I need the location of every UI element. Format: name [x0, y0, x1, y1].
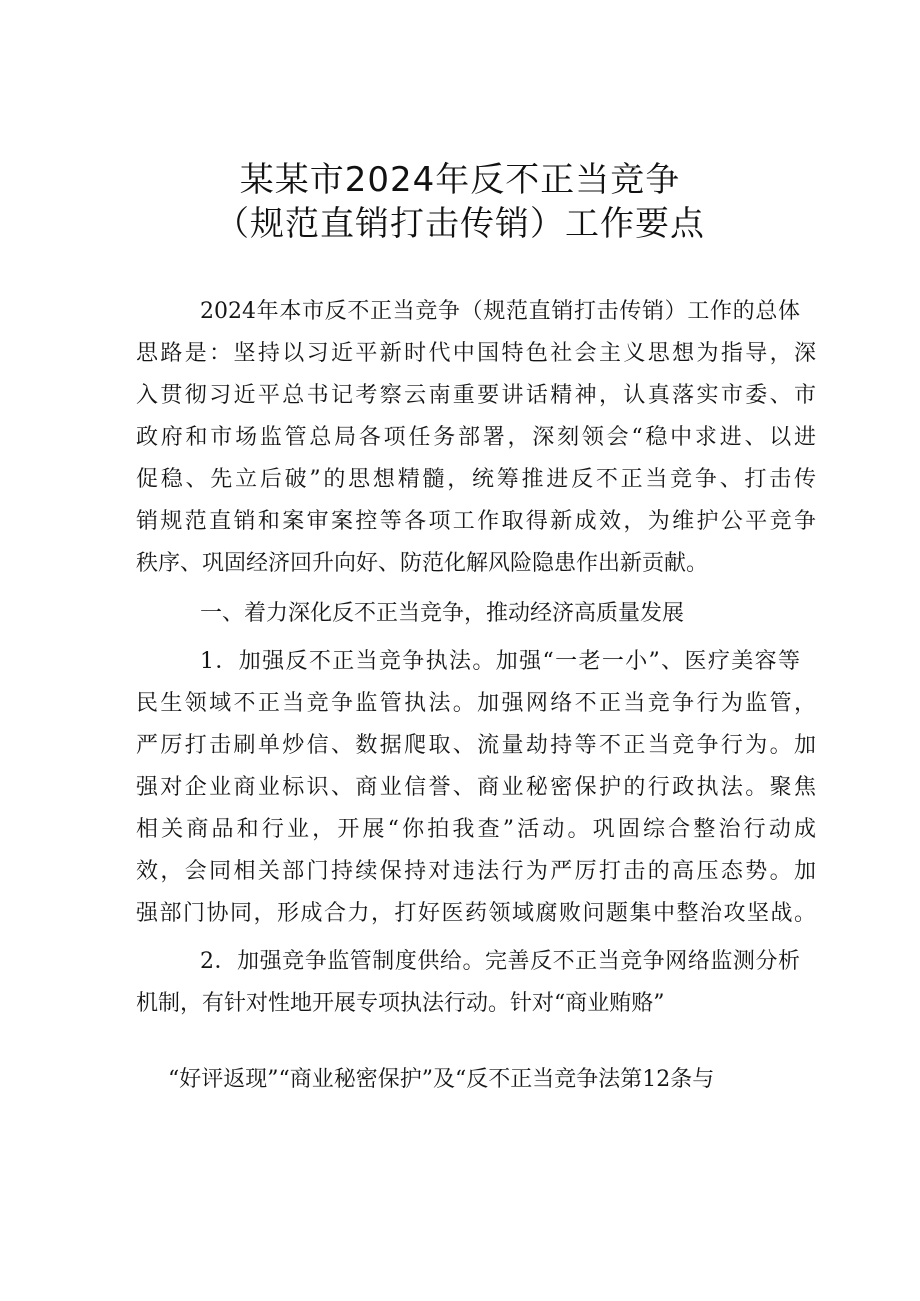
intro-line: 销规范直销和案审案控等各项工作取得新成效，为维护公平竞争	[136, 509, 816, 534]
intro-line: 秩序、巩固经济回升向好、防范化解风险隐患作出新贡献。	[136, 551, 709, 576]
intro-line: 2024年本市反不正当竞争（规范直销打击传销）工作的总体	[200, 299, 800, 324]
intro-line: 促稳、先立后破”的思想精髓，统筹推进反不正当竞争、打击传	[136, 467, 816, 492]
continuation-line: “好评返现”“商业秘密保护”及“反不正当竞争法第12条与	[168, 1067, 715, 1092]
item1-line: 强对企业商业标识、商业信誉、商业秘密保护的行政执法。聚焦	[136, 775, 816, 800]
document-title-line-1: 某某市2024年反不正当竞争	[239, 160, 681, 200]
item1-line: 效，会同相关部门持续保持对违法行为严厉打击的高压态势。加	[136, 859, 816, 884]
item1-line: 1．加强反不正当竞争执法。加强“一老一小”、医疗美容等	[200, 649, 800, 674]
item1-line: 严厉打击刷单炒信、数据爬取、流量劫持等不正当竞争行为。加	[136, 733, 816, 758]
document-title-line-2: （规范直销打击传销）工作要点	[215, 204, 705, 244]
section-heading: 一、着力深化反不正当竞争，推动经济高质量发展	[200, 601, 685, 626]
item1-line: 民生领域不正当竞争监管执法。加强网络不正当竞争行为监管，	[136, 691, 816, 716]
intro-line: 思路是：坚持以习近平新时代中国特色社会主义思想为指导，深	[136, 341, 816, 366]
intro-line: 政府和市场监管总局各项任务部署，深刻领会“稳中求进、以进	[136, 425, 816, 450]
item1-line: 相关商品和行业，开展“你拍我查”活动。巩固综合整治行动成	[136, 817, 816, 842]
item2-line: 机制，有针对性地开展专项执法行动。针对“商业贿赂”	[136, 991, 665, 1016]
item2-line: 2．加强竞争监管制度供给。完善反不正当竞争网络监测分析	[200, 949, 800, 974]
intro-line: 入贯彻习近平总书记考察云南重要讲话精神，认真落实市委、市	[136, 383, 816, 408]
item1-line: 强部门协同，形成合力，打好医药领域腐败问题集中整治攻坚战。	[136, 901, 816, 926]
